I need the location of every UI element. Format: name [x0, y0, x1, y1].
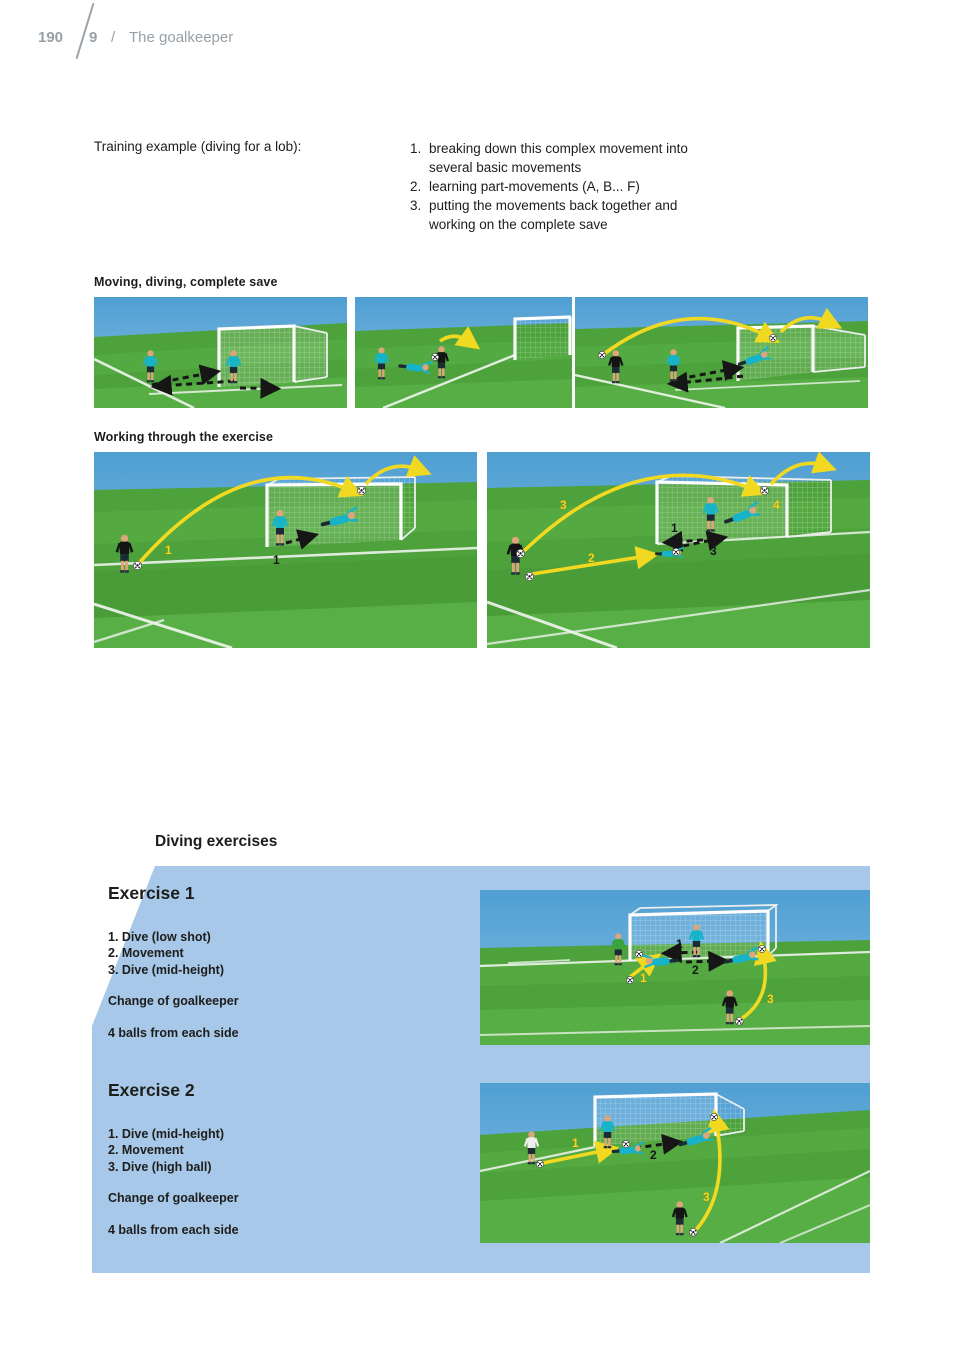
chapter-separator: / — [111, 29, 116, 46]
photo-moving-step3 — [575, 297, 868, 408]
ball-icon — [525, 572, 533, 580]
exercise1-note2: 4 balls from each side — [108, 1026, 239, 1040]
step-label: 1 — [640, 971, 647, 985]
photo-working-left — [94, 452, 477, 648]
ball-icon — [758, 945, 765, 952]
chapter-number: 9 — [89, 29, 98, 46]
chapter-title: The goalkeeper — [129, 29, 234, 46]
section-title-diving: Diving exercises — [155, 833, 278, 850]
list-item: 2. learning part-movements (A, B... F) — [410, 179, 640, 194]
step-label: 4 — [773, 498, 780, 512]
step-label: 3 — [560, 498, 567, 512]
photo-moving-step2 — [355, 297, 572, 408]
exercise1-title: Exercise 1 — [108, 883, 195, 903]
ball-icon — [635, 950, 642, 957]
exercise2-note1: Change of goalkeeper — [108, 1191, 239, 1205]
step-label: 2 — [692, 963, 699, 977]
training-example-list — [410, 139, 710, 234]
exercise2-steps — [108, 1126, 224, 1175]
exercise-step: 1. Dive (mid-height) — [108, 1127, 224, 1141]
section-title-moving: Moving, diving, complete save — [94, 275, 278, 289]
exercise-step: 3. Dive (mid-height) — [108, 962, 224, 977]
exercise-step: 2. Movement — [108, 1143, 184, 1158]
step-label: 1 — [671, 521, 678, 535]
photo-working-right — [487, 452, 870, 648]
page-header — [0, 0, 959, 70]
list-item: 3. putting the movements back together and working on the complete save — [410, 198, 678, 232]
ball-icon — [598, 351, 605, 358]
exercise1-steps — [108, 929, 224, 978]
ball-icon — [710, 1113, 717, 1120]
list-item: 1. breaking down this complex movement into several basic movements — [410, 141, 688, 175]
step-label: 1 — [572, 1136, 579, 1150]
step-label: 1 — [165, 543, 172, 557]
step-label: 2 — [588, 551, 595, 565]
ball-icon — [622, 1140, 629, 1147]
training-example-label: Training example (diving for a lob): — [94, 139, 302, 154]
exercise-step: 2. Movement — [108, 946, 184, 961]
exercise2-title: Exercise 2 — [108, 1080, 195, 1100]
ball-icon — [689, 1228, 697, 1236]
ball-icon — [431, 353, 438, 360]
ball-icon — [735, 1017, 743, 1025]
ball-icon — [760, 486, 768, 494]
exercise-step: 1. Dive (low shot) — [108, 930, 211, 944]
step-label: 1 — [273, 553, 280, 567]
exercise-step: 3. Dive (high ball) — [108, 1159, 212, 1174]
step-label: 2 — [650, 1148, 657, 1162]
exercise2-note2: 4 balls from each side — [108, 1223, 239, 1237]
ball-icon — [536, 1160, 543, 1167]
step-label: 3 — [703, 1190, 710, 1204]
page-number: 190 — [38, 29, 64, 46]
ball-icon — [769, 334, 776, 341]
ball-icon — [133, 561, 141, 569]
ball-icon — [516, 549, 524, 557]
step-label: 3 — [767, 992, 774, 1006]
photo-moving-step1 — [94, 297, 347, 408]
section-title-working: Working through the exercise — [94, 430, 273, 444]
step-label: 1 — [676, 937, 683, 951]
exercise1-note1: Change of goalkeeper — [108, 994, 239, 1008]
ball-icon — [672, 548, 679, 555]
photo-exercise1 — [480, 890, 870, 1045]
ball-icon — [357, 486, 365, 494]
photo-exercise2 — [480, 1083, 870, 1243]
ball-icon — [626, 976, 633, 983]
step-label: 3 — [710, 544, 717, 558]
